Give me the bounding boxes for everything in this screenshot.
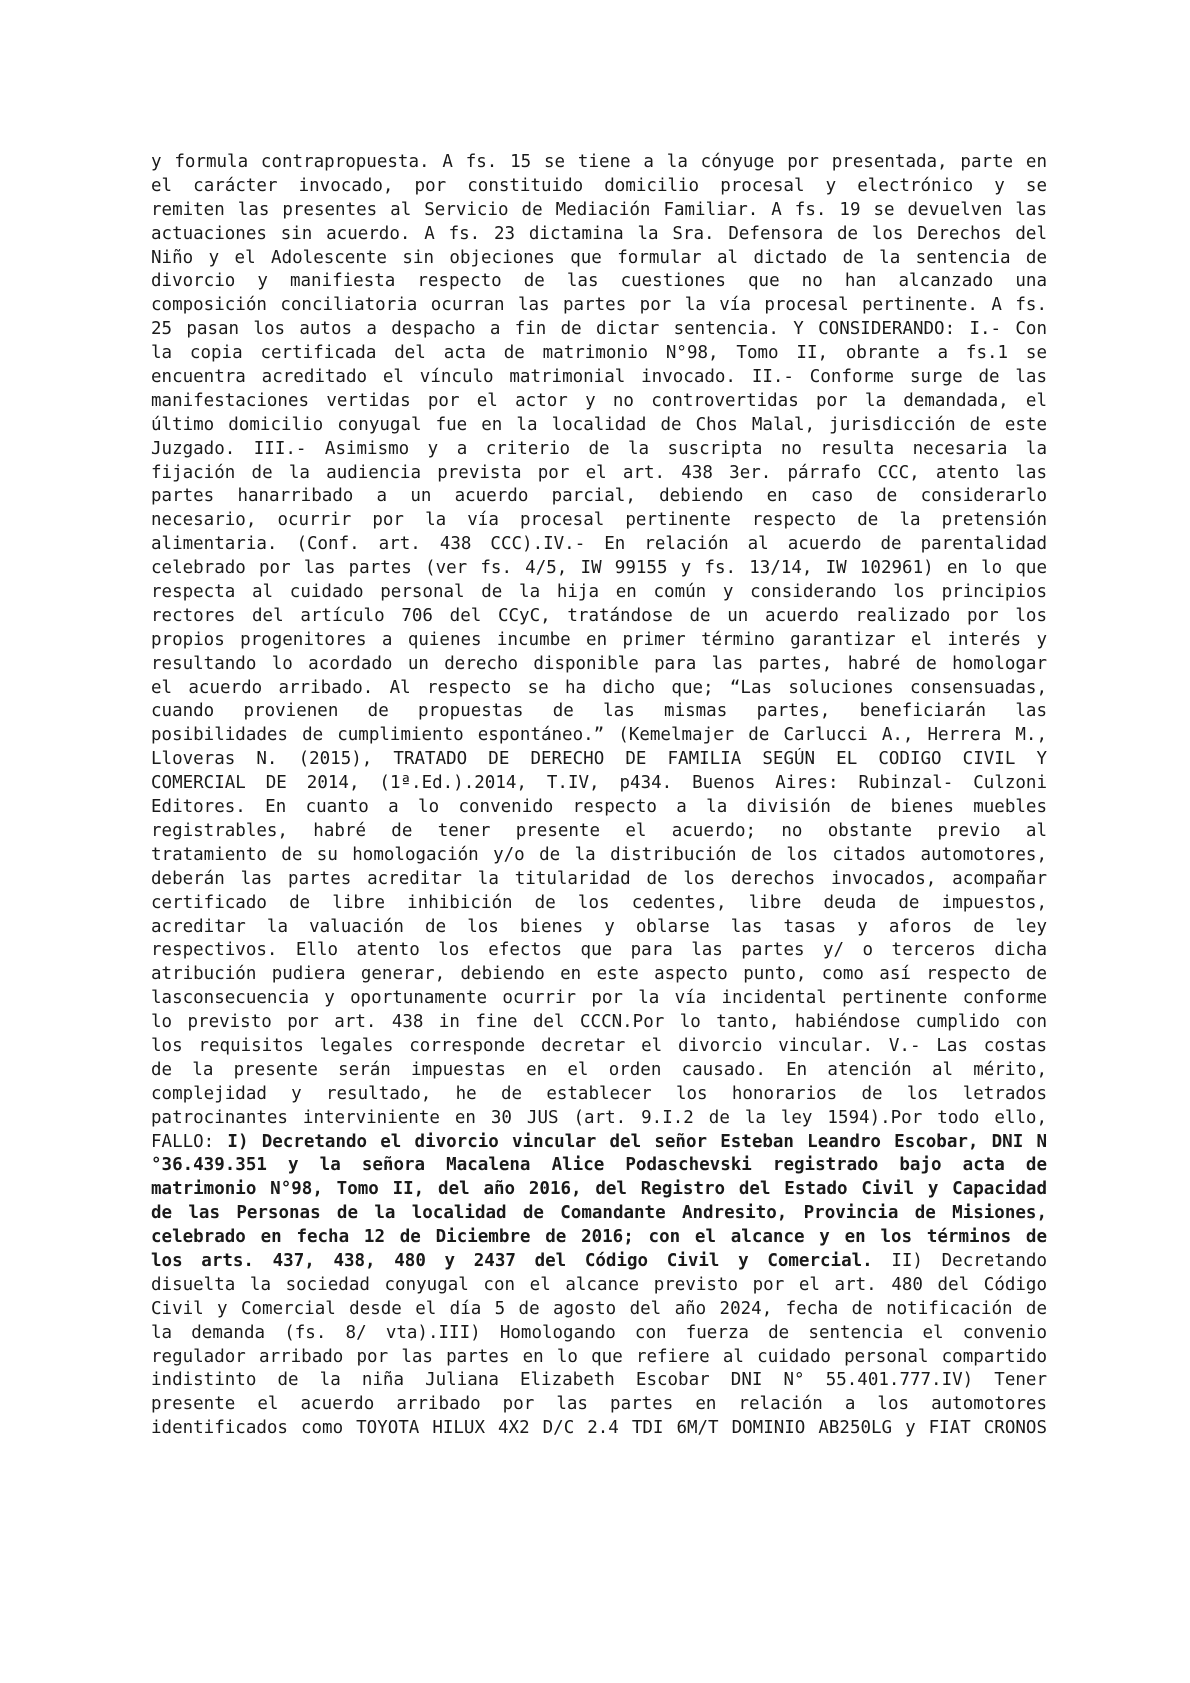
text-segment: último domicilio conyugal fue en la localidad de Chos Malal, jurisdicción de este (151, 414, 1047, 435)
text-segment: Juzgado. III.- Asimismo y a criterio de la suscripta no resulta necesaria la (151, 438, 1047, 459)
text-segment: cuando provienen de propuestas de las mismas partes, beneficiarán las (151, 701, 1047, 722)
text-line (151, 533, 1047, 557)
text-segment: resultando lo acordado un derecho disponible para las partes, habré de homologar (151, 653, 1047, 674)
text-line (151, 1250, 1047, 1274)
text-line (151, 1322, 1047, 1346)
text-segment: Civil y Comercial desde el día 5 de agosto del año 2024, fecha de notificación de (151, 1298, 1047, 1319)
text-line (151, 366, 1047, 390)
text-segment: actuaciones sin acuerdo. A fs. 23 dictamina la Sra. Defensora de los Derechos del (151, 223, 1047, 244)
text-segment: Lloveras N. (2015), TRATADO DE DERECHO DE FAMILIA SEGÚN EL CODIGO CIVIL Y (151, 749, 1047, 770)
text-line (151, 1131, 1047, 1155)
text-segment: certificado de libre inhibición de los cedentes, libre deuda de impuestos, (151, 892, 1047, 913)
text-line (151, 342, 1047, 366)
text-line (151, 223, 1047, 247)
text-segment: alimentaria. (Conf. art. 438 CCC).IV.- En relación al acuerdo de parentalidad (151, 534, 1047, 555)
text-line (151, 509, 1047, 533)
text-line (151, 987, 1047, 1011)
text-segment: manifestaciones vertidas por el actor y no controvertidas por la demandada, el (151, 390, 1047, 411)
text-segment: remiten las presentes al Servicio de Mediación Familiar. A fs. 19 se devuelven las (151, 199, 1047, 220)
text-segment: fijación de la audiencia prevista por el art. 438 3er. párrafo CCC, atento las (151, 462, 1047, 483)
text-segment: divorcio y manifiesta respecto de las cuestiones que no han alcanzado una (151, 271, 1047, 292)
bold-text-segment: los arts. 437, 438, 480 y 2437 del Código Civil y Comercial. (151, 1250, 873, 1271)
text-line (151, 390, 1047, 414)
text-line (151, 1298, 1047, 1322)
text-segment: composición conciliatoria ocurran las partes por la vía procesal pertinente. A fs. (151, 295, 1047, 316)
text-line (151, 939, 1047, 963)
text-segment: 25 pasan los autos a despacho a fin de dictar sentencia. Y CONSIDERANDO: I.- Con (151, 319, 1047, 340)
text-line (151, 820, 1047, 844)
text-segment: registrables, habré de tener presente el acuerdo; no obstante previo al (151, 820, 1047, 841)
text-segment: II) Decretando (872, 1250, 1047, 1271)
text-line (151, 844, 1047, 868)
text-line (151, 868, 1047, 892)
text-segment: rectores del artículo 706 del CCyC, tratándose de un acuerdo realizado por los (151, 605, 1047, 626)
text-line (151, 653, 1047, 677)
text-line (151, 796, 1047, 820)
text-segment: identificados como TOYOTA HILUX 4X2 D/C 2.4 TDI 6M/T DOMINIO AB250LG y FIAT CRONOS (151, 1418, 1047, 1439)
text-segment: complejidad y resultado, he de establecer los honorarios de los letrados (151, 1083, 1047, 1104)
text-line (151, 677, 1047, 701)
text-line (151, 916, 1047, 940)
text-segment: la copia certificada del acta de matrimonio N°98, Tomo II, obrante a fs.1 se (151, 343, 1047, 364)
text-line (151, 414, 1047, 438)
text-line (151, 1274, 1047, 1298)
text-line (151, 772, 1047, 796)
text-segment: necesario, ocurrir por la vía procesal pertinente respecto de la pretensión (151, 510, 1047, 531)
text-segment: la demanda (fs. 8/ vta).III) Homologando con fuerza de sentencia el convenio (151, 1322, 1047, 1343)
text-segment: disuelta la sociedad conyugal con el alcance previsto por el art. 480 del Código (151, 1274, 1047, 1295)
text-line (151, 581, 1047, 605)
text-segment: el carácter invocado, por constituido domicilio procesal y electrónico y se (151, 175, 1047, 196)
text-line (151, 700, 1047, 724)
text-line (151, 1346, 1047, 1370)
text-line (151, 1226, 1047, 1250)
text-line (151, 557, 1047, 581)
text-segment: atribución pudiera generar, debiendo en este aspecto punto, como así respecto de (151, 964, 1047, 985)
text-segment: respectivos. Ello atento los efectos que para las partes y/ o terceros dicha (151, 940, 1047, 961)
text-segment: posibilidades de cumplimiento espontáneo.” (Kemelmajer de Carlucci A., Herrera M., (151, 725, 1047, 746)
text-line (151, 175, 1047, 199)
text-segment: el acuerdo arribado. Al respecto se ha dicho que; “Las soluciones consensuadas, (151, 677, 1047, 698)
text-line (151, 485, 1047, 509)
text-segment: lasconsecuencia y oportunamente ocurrir por la vía incidental pertinente conforme (151, 988, 1047, 1009)
text-segment: deberán las partes acreditar la titularidad de los derechos invocados, acompañar (151, 868, 1047, 889)
text-segment: propios progenitores a quienes incumbe en primer término garantizar el interés y (151, 629, 1047, 650)
text-segment: presente el acuerdo arribado por las partes en relación a los automotores (151, 1394, 1047, 1415)
bold-text-segment: celebrado en fecha 12 de Diciembre de 2016; con el alcance y en los términos de (151, 1227, 1047, 1248)
text-segment: tratamiento de su homologación y/o de la distribución de los citados automotores, (151, 844, 1047, 865)
text-segment: acreditar la valuación de los bienes y oblarse las tasas y aforos de ley (151, 916, 1047, 937)
text-line (151, 963, 1047, 987)
text-line (151, 151, 1047, 175)
text-line (151, 199, 1047, 223)
text-line (151, 247, 1047, 271)
bold-text-segment: matrimonio N°98, Tomo II, del año 2016, del Registro del Estado Civil y Capacidad (151, 1179, 1047, 1200)
text-line (151, 1154, 1047, 1178)
text-segment: de la presente serán impuestas en el orden causado. En atención al mérito, (151, 1059, 1047, 1080)
text-line (151, 1107, 1047, 1131)
text-segment: Editores. En cuanto a lo convenido respecto a la división de bienes muebles (151, 797, 1047, 818)
text-line (151, 270, 1047, 294)
text-segment: FALLO: (151, 1131, 228, 1152)
text-line (151, 605, 1047, 629)
text-line (151, 462, 1047, 486)
text-segment: Niño y el Adolescente sin objeciones que formular al dictado de la sentencia de (151, 247, 1047, 268)
text-line (151, 1059, 1047, 1083)
body-text (151, 151, 1047, 1441)
text-line (151, 294, 1047, 318)
bold-text-segment: I) Decretando el divorcio vincular del señor Esteban Leandro Escobar, DNI N (227, 1131, 1047, 1152)
text-line (151, 1035, 1047, 1059)
text-line (151, 629, 1047, 653)
text-segment: respecta al cuidado personal de la hija en común y considerando los principios (151, 582, 1047, 603)
text-line (151, 1083, 1047, 1107)
text-line (151, 748, 1047, 772)
bold-text-segment: de las Personas de la localidad de Comandante Andresito, Provincia de Misiones, (151, 1203, 1047, 1224)
text-segment: partes hanarribado a un acuerdo parcial, debiendo en caso de considerarlo (151, 486, 1047, 507)
text-segment: y formula contrapropuesta. A fs. 15 se tiene a la cónyuge por presentada, parte en (151, 152, 1047, 172)
text-segment: los requisitos legales corresponde decretar el divorcio vincular. V.- Las costas (151, 1035, 1047, 1056)
text-line (151, 724, 1047, 748)
text-line (151, 1178, 1047, 1202)
text-line (151, 1417, 1047, 1441)
text-line (151, 1202, 1047, 1226)
text-segment: patrocinantes interviniente en 30 JUS (art. 9.I.2 de la ley 1594).Por todo ello, (151, 1107, 1047, 1128)
text-segment: indistinto de la niña Juliana Elizabeth Escobar DNI N° 55.401.777.IV) Tener (151, 1370, 1047, 1391)
bold-text-segment: °36.439.351 y la señora Macalena Alice Podaschevski registrado bajo acta de (151, 1155, 1047, 1176)
text-segment: COMERCIAL DE 2014, (1ª.Ed.).2014, T.IV, p434. Buenos Aires: Rubinzal- Culzoni (151, 773, 1047, 794)
text-line (151, 1393, 1047, 1417)
text-line (151, 892, 1047, 916)
text-line (151, 438, 1047, 462)
text-line (151, 1369, 1047, 1393)
text-segment: regulador arribado por las partes en lo que refiere al cuidado personal compartido (151, 1346, 1047, 1367)
text-segment: celebrado por las partes (ver fs. 4/5, IW 99155 y fs. 13/14, IW 102961) en lo que (151, 558, 1047, 579)
text-segment: encuentra acreditado el vínculo matrimonial invocado. II.- Conforme surge de las (151, 367, 1047, 388)
text-line (151, 1011, 1047, 1035)
text-segment: lo previsto por art. 438 in fine del CCCN.Por lo tanto, habiéndose cumplido con (151, 1012, 1047, 1033)
text-line (151, 318, 1047, 342)
